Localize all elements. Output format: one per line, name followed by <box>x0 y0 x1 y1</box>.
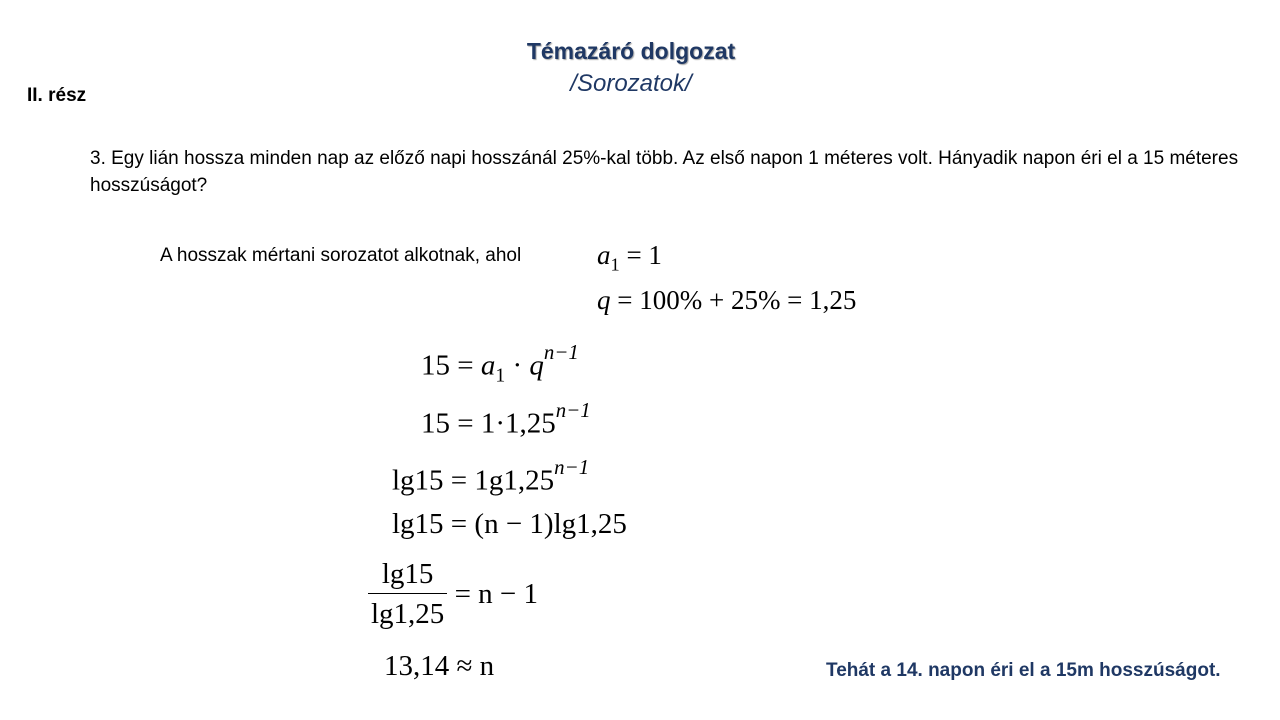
equation-step-4: lg15 = (n − 1)lg1,25 <box>392 508 627 540</box>
given-first-term <box>597 240 662 275</box>
part-label: II. rész <box>27 85 87 106</box>
equation-step-3 <box>392 455 589 498</box>
equation-step-2 <box>421 398 591 441</box>
problem-statement: 3. Egy lián hossza minden nap az előző napi hosszánál 25%-kal több. Az első napon 1 méteres volt. Hányadik napon éri el a 15 méteres hosszúságot? <box>90 148 1239 196</box>
var-a: a <box>597 240 611 270</box>
dot-operator: · <box>505 349 530 382</box>
equation-step-1 <box>421 340 579 388</box>
fraction-numerator: lg15 <box>368 558 447 594</box>
var-a: a <box>480 349 496 382</box>
solution-intro: A hosszak mértani sorozatot alkotnak, ahol <box>160 245 522 266</box>
var-q: q <box>529 349 544 382</box>
equation-rest: = 1 <box>619 240 662 270</box>
exponent: n−1 <box>543 340 579 364</box>
subscript: 1 <box>495 364 506 387</box>
equation-step-5 <box>368 558 538 631</box>
exponent: n−1 <box>555 398 591 422</box>
var-q: q <box>597 285 611 315</box>
rhs: = n − 1 <box>447 578 539 610</box>
page-title: Témazáró dolgozat <box>526 38 736 64</box>
equation-step-6: 13,14 ≈ n <box>384 650 495 682</box>
page-subtitle: /Sorozatok/ <box>570 70 692 97</box>
conclusion: Tehát a 14. napon éri el a 15m hosszúságot. <box>826 660 1221 681</box>
given-ratio <box>597 285 856 316</box>
fraction <box>368 558 447 631</box>
base: lg15 = 1g1,25 <box>392 464 555 497</box>
equation-rest: = 100% + 25% = 1,25 <box>610 285 857 315</box>
subscript: 1 <box>610 254 620 275</box>
base: 15 = 1·1,25 <box>421 407 556 440</box>
fraction-denominator: lg1,25 <box>371 598 445 630</box>
lhs: 15 = <box>421 349 481 382</box>
exponent: n−1 <box>554 455 590 479</box>
